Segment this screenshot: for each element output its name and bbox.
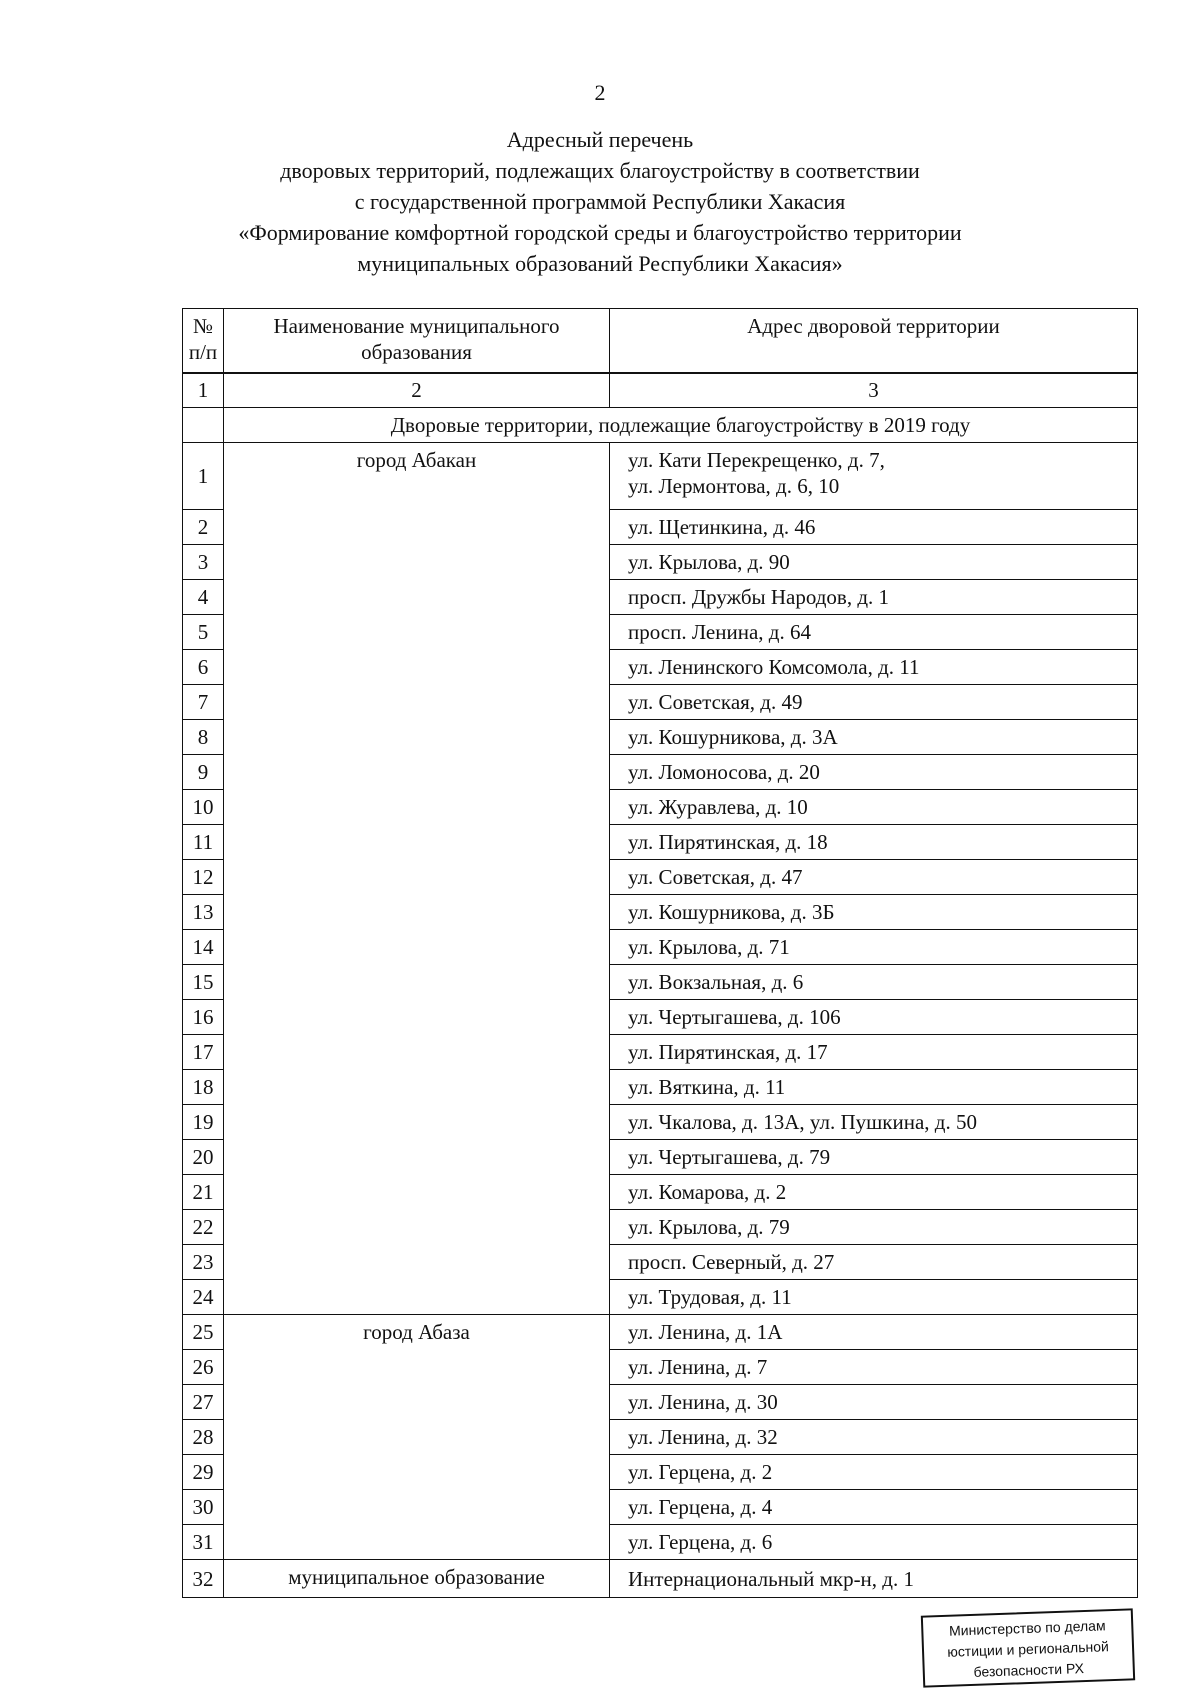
address-line: ул. Кати Перекрещенко, д. 7, — [628, 448, 885, 472]
row-number: 8 — [183, 720, 224, 755]
table-header — [182, 308, 1138, 374]
row-number: 21 — [183, 1175, 224, 1210]
title-line: с государственной программой Республики Хакасия — [354, 189, 846, 214]
row-number: 18 — [183, 1070, 224, 1105]
row-number: 26 — [183, 1350, 224, 1385]
address-cell — [610, 1420, 1138, 1455]
address-cell — [610, 1070, 1138, 1105]
address-table — [182, 372, 1138, 1598]
address-line: ул. Ленинского Комсомола, д. 11 — [628, 655, 920, 679]
address-cell — [610, 1210, 1138, 1245]
address-line: ул. Ленина, д. 1А — [628, 1320, 783, 1344]
row-number: 31 — [183, 1525, 224, 1560]
section-empty-cell — [183, 408, 224, 443]
address-line: ул. Пирятинская, д. 18 — [628, 830, 828, 854]
address-line: ул. Ленина, д. 7 — [628, 1355, 768, 1379]
row-number: 5 — [183, 615, 224, 650]
row-number: 14 — [183, 930, 224, 965]
municipality-name: муниципальное образование — [224, 1560, 610, 1598]
section-title: Дворовые территории, подлежащие благоустройству в 2019 году — [224, 408, 1138, 443]
stamp-line: юстиции и региональной — [946, 1638, 1110, 1660]
address-line: просп. Северный, д. 27 — [628, 1250, 835, 1274]
address-line: ул. Ломоносова, д. 20 — [628, 760, 820, 784]
address-line: ул. Герцена, д. 6 — [628, 1530, 773, 1554]
column-number-row — [183, 373, 1138, 408]
address-line: ул. Лермонтова, д. 6, 10 — [628, 474, 840, 498]
header-address: Адрес дворовой территории — [610, 309, 1138, 374]
header-number: № п/п — [183, 309, 224, 374]
address-cell — [610, 1245, 1138, 1280]
row-number: 23 — [183, 1245, 224, 1280]
address-cell — [610, 1175, 1138, 1210]
row-number: 19 — [183, 1105, 224, 1140]
address-line: ул. Кошурникова, д. 3Б — [628, 900, 835, 924]
header-municipality: Наименование муниципального образования — [224, 309, 610, 374]
row-number: 24 — [183, 1280, 224, 1315]
address-line: ул. Кошурникова, д. 3А — [628, 725, 838, 749]
address-cell — [610, 790, 1138, 825]
row-number: 32 — [183, 1560, 224, 1598]
stamp-line: Министерство по делам — [948, 1617, 1106, 1639]
column-number: 3 — [610, 373, 1138, 408]
row-number: 22 — [183, 1210, 224, 1245]
address-line: ул. Герцена, д. 2 — [628, 1460, 773, 1484]
address-cell — [610, 615, 1138, 650]
address-line: ул. Щетинкина, д. 46 — [628, 515, 816, 539]
document-title — [150, 124, 1050, 279]
address-cell — [610, 1350, 1138, 1385]
row-number: 15 — [183, 965, 224, 1000]
address-line: ул. Чертыгашева, д. 106 — [628, 1005, 841, 1029]
address-cell — [610, 825, 1138, 860]
title-line: муниципальных образований Республики Хакасия» — [357, 251, 843, 276]
row-number: 12 — [183, 860, 224, 895]
address-line: ул. Ленина, д. 32 — [628, 1425, 778, 1449]
address-line: ул. Пирятинская, д. 17 — [628, 1040, 828, 1064]
address-cell — [610, 1490, 1138, 1525]
municipality-name: город Абакан — [224, 443, 610, 1315]
address-cell — [610, 510, 1138, 545]
address-cell — [610, 1105, 1138, 1140]
header-row — [183, 309, 1138, 374]
address-line: ул. Комарова, д. 2 — [628, 1180, 787, 1204]
row-number: 17 — [183, 1035, 224, 1070]
address-line: ул. Чертыгашева, д. 79 — [628, 1145, 831, 1169]
table-row — [183, 443, 1138, 510]
row-number: 9 — [183, 755, 224, 790]
address-cell — [610, 1000, 1138, 1035]
row-number: 7 — [183, 685, 224, 720]
address-line: ул. Чкалова, д. 13А, ул. Пушкина, д. 50 — [628, 1110, 977, 1134]
title-line: «Формирование комфортной городской среды и благоустройство территории — [238, 220, 962, 245]
section-row — [183, 408, 1138, 443]
address-cell — [610, 965, 1138, 1000]
address-cell — [610, 685, 1138, 720]
address-line: ул. Трудовая, д. 11 — [628, 1285, 792, 1309]
address-line: ул. Советская, д. 47 — [628, 865, 803, 889]
row-number: 11 — [183, 825, 224, 860]
address-cell — [610, 650, 1138, 685]
row-number: 6 — [183, 650, 224, 685]
address-cell — [610, 895, 1138, 930]
row-number: 2 — [183, 510, 224, 545]
row-number: 16 — [183, 1000, 224, 1035]
address-line: ул. Герцена, д. 4 — [628, 1495, 773, 1519]
address-cell — [610, 443, 1138, 510]
address-cell — [610, 1560, 1138, 1598]
row-number: 20 — [183, 1140, 224, 1175]
address-cell — [610, 755, 1138, 790]
municipality-name: город Абаза — [224, 1315, 610, 1560]
address-cell — [610, 860, 1138, 895]
address-cell — [610, 1280, 1138, 1315]
row-number: 4 — [183, 580, 224, 615]
row-number: 29 — [183, 1455, 224, 1490]
row-number: 13 — [183, 895, 224, 930]
address-cell — [610, 580, 1138, 615]
table-row — [183, 1315, 1138, 1350]
address-cell — [610, 1140, 1138, 1175]
address-line: просп. Ленина, д. 64 — [628, 620, 811, 644]
address-line: просп. Дружбы Народов, д. 1 — [628, 585, 890, 609]
address-line: ул. Вяткина, д. 11 — [628, 1075, 786, 1099]
address-cell — [610, 1525, 1138, 1560]
stamp-line: безопасности РХ — [973, 1660, 1085, 1680]
page-number: 2 — [594, 80, 606, 105]
title-line: дворовых территорий, подлежащих благоустройству в соответствии — [280, 158, 920, 183]
address-cell — [610, 720, 1138, 755]
row-number: 27 — [183, 1385, 224, 1420]
address-cell — [610, 1035, 1138, 1070]
address-line: ул. Журавлева, д. 10 — [628, 795, 808, 819]
column-number: 1 — [183, 373, 224, 408]
row-number: 30 — [183, 1490, 224, 1525]
row-number: 3 — [183, 545, 224, 580]
table-row — [183, 1560, 1138, 1598]
title-line: Адресный перечень — [506, 127, 694, 152]
address-line: ул. Ленина, д. 30 — [628, 1390, 778, 1414]
address-cell — [610, 1455, 1138, 1490]
address-line: ул. Советская, д. 49 — [628, 690, 803, 714]
address-line: ул. Крылова, д. 79 — [628, 1215, 790, 1239]
column-number: 2 — [224, 373, 610, 408]
address-line: Интернациональный мкр-н, д. 1 — [628, 1566, 914, 1591]
address-line: ул. Крылова, д. 71 — [628, 935, 790, 959]
address-cell — [610, 1315, 1138, 1350]
address-line: ул. Крылова, д. 90 — [628, 550, 790, 574]
address-table-body — [183, 373, 1138, 1598]
row-number: 1 — [183, 443, 224, 510]
row-number: 28 — [183, 1420, 224, 1455]
address-line: ул. Вокзальная, д. 6 — [628, 970, 804, 994]
address-cell — [610, 1385, 1138, 1420]
ministry-stamp — [921, 1608, 1135, 1687]
row-number: 25 — [183, 1315, 224, 1350]
address-cell — [610, 545, 1138, 580]
address-cell — [610, 930, 1138, 965]
row-number: 10 — [183, 790, 224, 825]
